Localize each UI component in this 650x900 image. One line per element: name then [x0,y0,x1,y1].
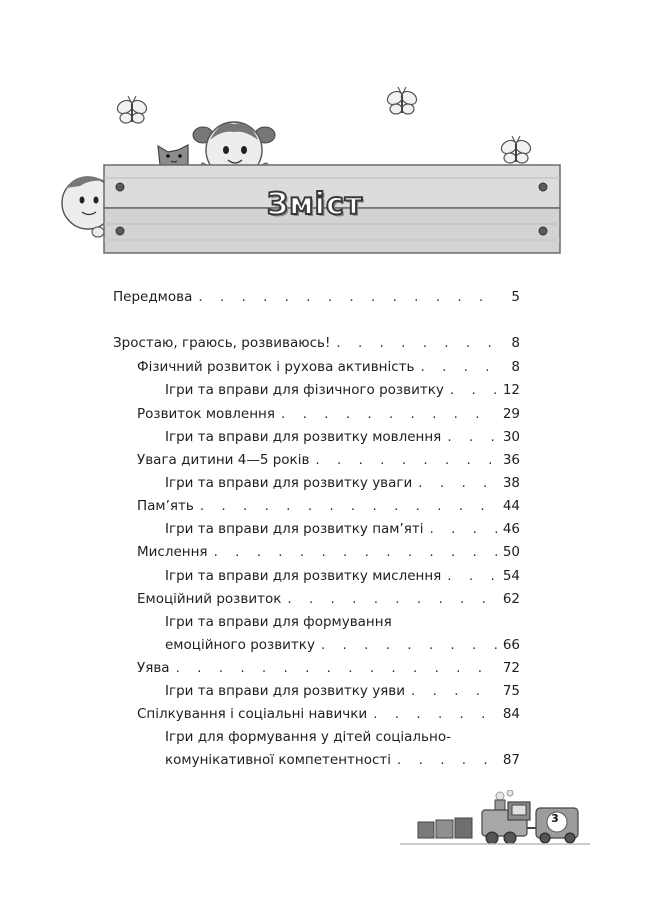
toc-entry [137,357,520,377]
toc-entry-page: 84 [502,706,520,722]
toc-entry [137,404,520,424]
toc-leader [287,589,496,609]
toc-entry-title: Уява [137,660,170,676]
toc-leader [373,704,497,724]
toc-leader [430,519,497,539]
toc-entry-title: Ігри та вправи для фізичного розвитку [165,382,444,398]
toc-leader [198,287,498,307]
toc-entry-title: Зростаю, граюсь, розвиваюсь! [113,335,331,351]
toc-entry-title: Ігри та вправи для розвитку мислення [165,568,442,584]
toc-leader [447,427,497,447]
toc-entry-page: 8 [511,335,520,351]
toc-entry-title: Ігри та вправи для формування [165,614,392,630]
toc-leader [281,404,497,424]
toc-entry-page: 44 [502,498,520,514]
toc-entry [137,658,520,678]
toc-entry-title: Ігри та вправи для розвитку уяви [165,683,406,699]
toc-entry [165,681,520,701]
toc-entry-page: 36 [502,452,520,468]
toc-entry-title: Мислення [137,544,208,560]
toc-entry [137,589,520,609]
toc-entry [165,635,520,655]
toc-entry-title: Ігри для формування у дітей соціально- [165,729,451,745]
toc-entry [165,473,520,493]
toc-entry-page: 87 [502,752,520,768]
toc-entry-title: Ігри та вправи для розвитку мовлення [165,429,442,445]
toc-leader [447,566,497,586]
toc-entry-page: 66 [502,637,520,653]
toc-entry [165,519,520,539]
toc-entry-page: 50 [502,544,520,560]
toc-leader [418,473,497,493]
page-number: 3 [551,812,559,825]
toc-leader [321,635,497,655]
toc-entry-title: комунікативної компетентності [165,752,392,768]
toc-leader [397,750,497,770]
toc-entry-page: 5 [511,289,520,305]
toc-leader [336,333,498,353]
toc-entry-page: 46 [502,521,520,537]
toc-entry [137,542,520,562]
toc-entry-title: емоційного розвитку [165,637,315,653]
toc-entry [137,496,520,516]
toc-entry-page: 12 [502,382,520,398]
toc-entry [137,450,520,470]
toc-entry-page: 29 [502,406,520,422]
toc-entry-page: 72 [502,660,520,676]
toc-leader [214,542,497,562]
toc-entry-page: 62 [502,591,520,607]
toc-entry-title: Емоційний розвиток [137,591,282,607]
toc-leader [315,450,496,470]
toc-entry-title: Увага дитини 4—5 років [137,452,310,468]
toc-entry-page: 75 [502,683,520,699]
toc-entry-title: Ігри та вправи для розвитку пам’яті [165,521,424,537]
toc-entry-page: 30 [502,429,520,445]
toc-entry-page: 8 [511,359,520,375]
toc-entry-page: 38 [502,475,520,491]
toc-leader [411,681,497,701]
toc-entry-title: Передмова [113,289,193,305]
toc-entry-title: Пам’ять [137,498,194,514]
toc-entry-title: Ігри та вправи для розвитку уваги [165,475,413,491]
toc-entry-page: 54 [502,568,520,584]
toc-leader [450,380,497,400]
toc-entry-title: Спілкування і соціальні навички [137,706,368,722]
toc-entry [137,704,520,724]
toc-leader [200,496,497,516]
toc-entry [165,427,520,447]
toc-leader [420,357,498,377]
toc-entry [113,333,520,353]
toc-entry-title: Розвиток мовлення [137,406,275,422]
toc-entry [113,287,520,307]
toc-leader [176,658,497,678]
toc-entry [165,566,520,586]
toc-entry [165,380,520,400]
toc-entry [165,750,520,770]
cube-icon [418,818,472,838]
page-title: Зміст [266,187,364,222]
toc-entry-title: Фізичний розвиток і рухова активність [137,359,415,375]
